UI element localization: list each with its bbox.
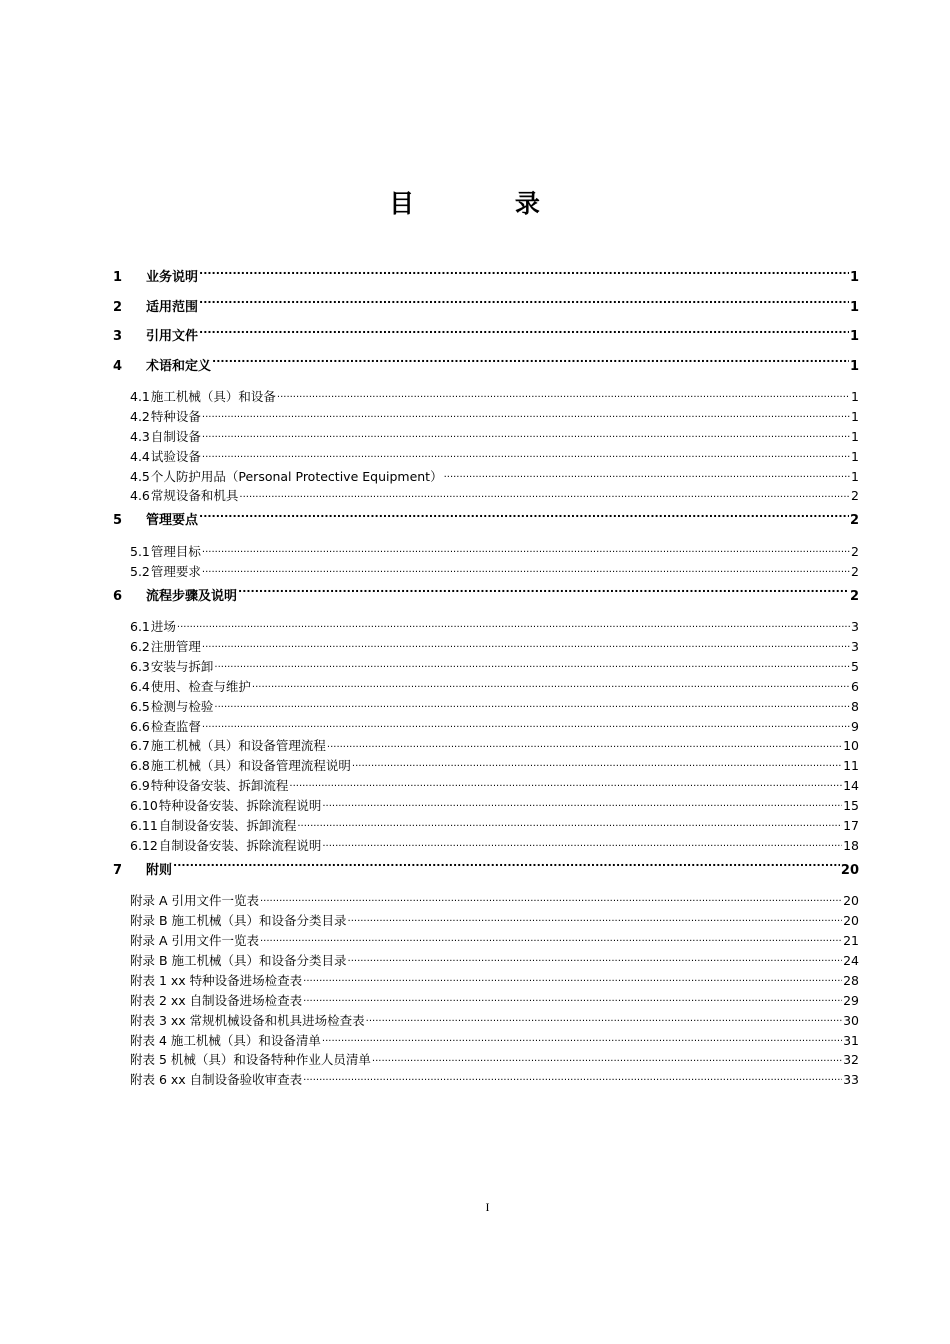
toc-chapter-entry[interactable]	[113, 856, 859, 886]
toc-entry-page: 1	[851, 448, 859, 464]
toc-dot-leader	[322, 837, 842, 850]
toc-dot-leader	[260, 893, 842, 906]
toc-entry-label: 试验设备	[150, 448, 201, 464]
toc-entry-page: 1	[849, 358, 859, 374]
toc-dot-leader	[202, 408, 850, 421]
toc-entry-number: 5.2	[130, 563, 150, 579]
toc-section-entry[interactable]	[113, 447, 859, 467]
toc-entry-label: 附录 B 施工机械（具）和设备分类目录	[130, 913, 347, 929]
toc-entry-label: 进场	[150, 619, 176, 635]
toc-entry-page: 8	[851, 698, 859, 714]
toc-entry-label: 附则	[146, 862, 173, 878]
toc-section-entry[interactable]	[113, 542, 859, 562]
toc-entry-number: 3	[113, 329, 123, 344]
toc-entry-label: 附表 1 xx 特种设备进场检查表	[130, 972, 303, 988]
toc-dot-leader	[199, 298, 849, 311]
toc-entry-number: 6.11	[130, 818, 158, 834]
toc-section-entry[interactable]	[113, 816, 859, 836]
toc-entry-label: 附表 3 xx 常规机械设备和机具进场检查表	[130, 1012, 365, 1028]
toc-entry-number: 6.9	[130, 778, 150, 794]
toc-dot-leader	[303, 992, 842, 1005]
toc-dot-leader	[214, 658, 850, 671]
toc-entry-page: 2	[849, 588, 859, 604]
toc-chapter-entry[interactable]	[113, 322, 859, 352]
toc-appendix-entry[interactable]	[113, 1050, 859, 1070]
toc-entry-label: 附表 5 机械（具）和设备特种作业人员清单	[130, 1052, 371, 1068]
toc-section-entry[interactable]	[113, 736, 859, 756]
toc-entry-label: 检测与检验	[150, 698, 214, 714]
toc-appendix-entry[interactable]	[113, 971, 859, 991]
toc-entry-label: 业务说明	[146, 270, 199, 285]
page-number: I	[485, 1200, 490, 1214]
toc-entry-page: 33	[843, 1072, 859, 1088]
toc-entry-page: 24	[843, 952, 859, 968]
toc-entry-page: 20	[843, 913, 859, 929]
toc-entry-page: 15	[843, 798, 859, 814]
toc-entry-number: 6.8	[130, 758, 150, 774]
toc-dot-leader	[202, 448, 850, 461]
toc-entry-page: 29	[843, 992, 859, 1008]
toc-entry-number: 4.4	[130, 448, 150, 464]
toc-entry-number: 2	[113, 299, 123, 315]
toc-section-entry[interactable]	[113, 836, 859, 856]
toc-dot-leader	[202, 428, 850, 441]
toc-entry-number: 4	[113, 358, 123, 374]
toc-appendix-entry[interactable]	[113, 991, 859, 1011]
toc-entry-label: 附表 2 xx 自制设备进场检查表	[130, 992, 303, 1008]
toc-dot-leader	[277, 389, 850, 402]
toc-section-entry[interactable]	[113, 756, 859, 776]
toc-dot-leader	[327, 738, 842, 751]
toc-entry-number: 4.1	[130, 389, 150, 404]
toc-appendix-entry[interactable]	[113, 891, 859, 911]
toc-entry-number: 6.1	[130, 619, 150, 635]
toc-entry-number: 6.7	[130, 738, 150, 754]
toc-entry-number: 1	[113, 270, 123, 285]
toc-entry-number: 5	[113, 513, 123, 529]
toc-entry-page: 14	[843, 778, 859, 794]
toc-dot-leader	[260, 933, 842, 946]
toc-dot-leader	[444, 468, 850, 481]
toc-entry-number: 6.5	[130, 698, 150, 714]
toc-dot-leader	[202, 639, 850, 652]
toc-entry-page: 1	[851, 408, 859, 424]
toc-entry-page: 2	[851, 543, 859, 559]
toc-appendix-entry[interactable]	[113, 951, 859, 971]
toc-entry-page: 18	[843, 837, 859, 853]
toc-appendix-entry[interactable]	[113, 931, 859, 951]
toc-entry-number: 6	[113, 588, 123, 604]
toc-dot-leader	[252, 678, 850, 691]
toc-entry-page: 32	[843, 1052, 859, 1068]
toc-dot-leader	[202, 543, 850, 556]
toc-entry-label: 附表 4 施工机械（具）和设备清单	[130, 1032, 321, 1048]
toc-entry-label: 自制设备安装、拆除流程说明	[158, 837, 322, 853]
toc-dot-leader	[199, 327, 849, 340]
toc-dot-leader	[303, 972, 842, 985]
toc-entry-label: 附录 A 引用文件一览表	[130, 893, 259, 909]
toc-entry-number: 6.10	[130, 798, 158, 814]
toc-entry-page: 9	[851, 718, 859, 734]
toc-entry-label: 检查监督	[150, 718, 201, 734]
toc-entry-page: 20	[840, 862, 859, 878]
toc-entry-label: 常规设备和机具	[150, 488, 239, 504]
toc-entry-label: 安装与拆卸	[150, 658, 214, 674]
toc-entry-number: 4.2	[130, 408, 150, 424]
toc-dot-leader	[214, 698, 850, 711]
toc-entry-page: 3	[851, 639, 859, 655]
toc-dot-leader	[238, 587, 849, 600]
toc-entry-page: 3	[851, 619, 859, 635]
page-title: 目 录	[389, 189, 586, 218]
toc-entry-number: 4.3	[130, 428, 150, 444]
toc-dot-leader	[239, 488, 850, 501]
toc-section-entry[interactable]	[113, 486, 859, 506]
toc-dot-leader	[212, 357, 849, 370]
toc-entry-label: 管理目标	[150, 543, 201, 559]
toc-entry-page: 31	[843, 1032, 859, 1048]
toc-chapter-entry[interactable]	[113, 352, 859, 382]
toc-entry-page: 1	[849, 270, 859, 285]
toc-entry-label: 术语和定义	[146, 358, 212, 374]
toc-entry-page: 10	[843, 738, 859, 754]
toc-section-entry[interactable]	[113, 657, 859, 677]
toc-section-entry[interactable]	[113, 637, 859, 657]
toc-entry-label: 施工机械（具）和设备管理流程说明	[150, 758, 351, 774]
toc-entry-page: 30	[843, 1012, 859, 1028]
toc-entry-label: 流程步骤及说明	[146, 588, 238, 604]
toc-entry-number: 6.6	[130, 718, 150, 734]
toc-entry-label: 自制设备	[150, 428, 201, 444]
toc-dot-leader	[322, 1032, 842, 1045]
toc-entry-label: 管理要点	[146, 513, 199, 529]
toc-entry-label: 附录 A 引用文件一览表	[130, 933, 259, 949]
toc-dot-leader	[348, 952, 843, 965]
toc-entry-number: 6.2	[130, 639, 150, 655]
toc-entry-label: 注册管理	[150, 639, 201, 655]
toc-dot-leader	[352, 758, 842, 771]
table-of-contents	[113, 263, 859, 1090]
toc-entry-number: 6.3	[130, 658, 150, 674]
toc-entry-label: 特种设备安装、拆卸流程	[150, 778, 289, 794]
toc-section-entry[interactable]	[113, 776, 859, 796]
toc-entry-label: 特种设备	[150, 408, 201, 424]
toc-entry-page: 6	[851, 678, 859, 694]
toc-entry-label: 自制设备安装、拆卸流程	[158, 818, 297, 834]
toc-dot-leader	[199, 268, 849, 281]
toc-entry-page: 21	[843, 933, 859, 949]
toc-entry-page: 2	[851, 488, 859, 504]
toc-entry-number: 4.5	[130, 468, 150, 484]
toc-section-entry[interactable]	[113, 717, 859, 737]
toc-entry-page: 2	[851, 563, 859, 579]
toc-entry-label: 附录 B 施工机械（具）和设备分类目录	[130, 952, 347, 968]
toc-entry-label: 施工机械（具）和设备管理流程	[150, 738, 326, 754]
toc-dot-leader	[202, 718, 850, 731]
toc-entry-page: 1	[851, 468, 859, 484]
toc-entry-page: 1	[849, 299, 859, 315]
toc-appendix-entry[interactable]	[113, 911, 859, 931]
toc-dot-leader	[348, 913, 843, 926]
toc-entry-number: 6.12	[130, 837, 158, 853]
toc-dot-leader	[297, 818, 842, 831]
toc-dot-leader	[199, 511, 849, 524]
toc-dot-leader	[303, 1072, 842, 1085]
toc-section-entry[interactable]	[113, 697, 859, 717]
toc-entry-page: 11	[843, 758, 859, 774]
toc-entry-label: 适用范围	[146, 299, 199, 315]
toc-chapter-entry[interactable]	[113, 582, 859, 612]
toc-entry-page: 1	[851, 389, 859, 404]
toc-dot-leader	[372, 1052, 842, 1065]
toc-entry-page: 17	[843, 818, 859, 834]
toc-section-entry[interactable]	[113, 407, 859, 427]
toc-dot-leader	[202, 563, 850, 576]
toc-entry-label: 施工机械（具）和设备	[150, 389, 276, 404]
toc-entry-number: 5.1	[130, 543, 150, 559]
toc-appendix-entry[interactable]	[113, 1011, 859, 1031]
toc-entry-page: 20	[843, 893, 859, 909]
toc-appendix-entry[interactable]	[113, 1031, 859, 1051]
toc-dot-leader	[322, 798, 842, 811]
toc-chapter-entry[interactable]	[113, 263, 859, 293]
toc-entry-label: 特种设备安装、拆除流程说明	[158, 798, 322, 814]
toc-entry-number: 4.6	[130, 488, 150, 504]
toc-section-entry[interactable]	[113, 467, 859, 487]
toc-entry-number: 6.4	[130, 678, 150, 694]
toc-entry-page: 28	[843, 972, 859, 988]
toc-dot-leader	[177, 619, 850, 632]
toc-entry-number: 7	[113, 862, 123, 878]
toc-entry-page: 1	[851, 428, 859, 444]
toc-section-entry[interactable]	[113, 796, 859, 816]
toc-section-entry[interactable]	[113, 677, 859, 697]
toc-entry-page: 2	[849, 513, 859, 529]
toc-entry-page: 5	[851, 658, 859, 674]
toc-section-entry[interactable]	[113, 387, 859, 407]
toc-entry-label: 附表 6 xx 自制设备验收审查表	[130, 1072, 303, 1088]
toc-entry-label: 使用、检查与维护	[150, 678, 251, 694]
toc-entry-page: 1	[849, 329, 859, 344]
toc-appendix-entry[interactable]	[113, 1070, 859, 1090]
toc-entry-label: 个人防护用品（Personal Protective Equipment）	[150, 468, 443, 484]
toc-dot-leader	[366, 1012, 842, 1025]
toc-entry-label: 引用文件	[146, 329, 199, 344]
toc-chapter-entry[interactable]	[113, 293, 859, 323]
toc-dot-leader	[173, 861, 840, 874]
toc-entry-label: 管理要求	[150, 563, 201, 579]
toc-section-entry[interactable]	[113, 617, 859, 637]
toc-section-entry[interactable]	[113, 427, 859, 447]
toc-chapter-entry[interactable]	[113, 506, 859, 536]
toc-section-entry[interactable]	[113, 562, 859, 582]
toc-dot-leader	[289, 778, 842, 791]
